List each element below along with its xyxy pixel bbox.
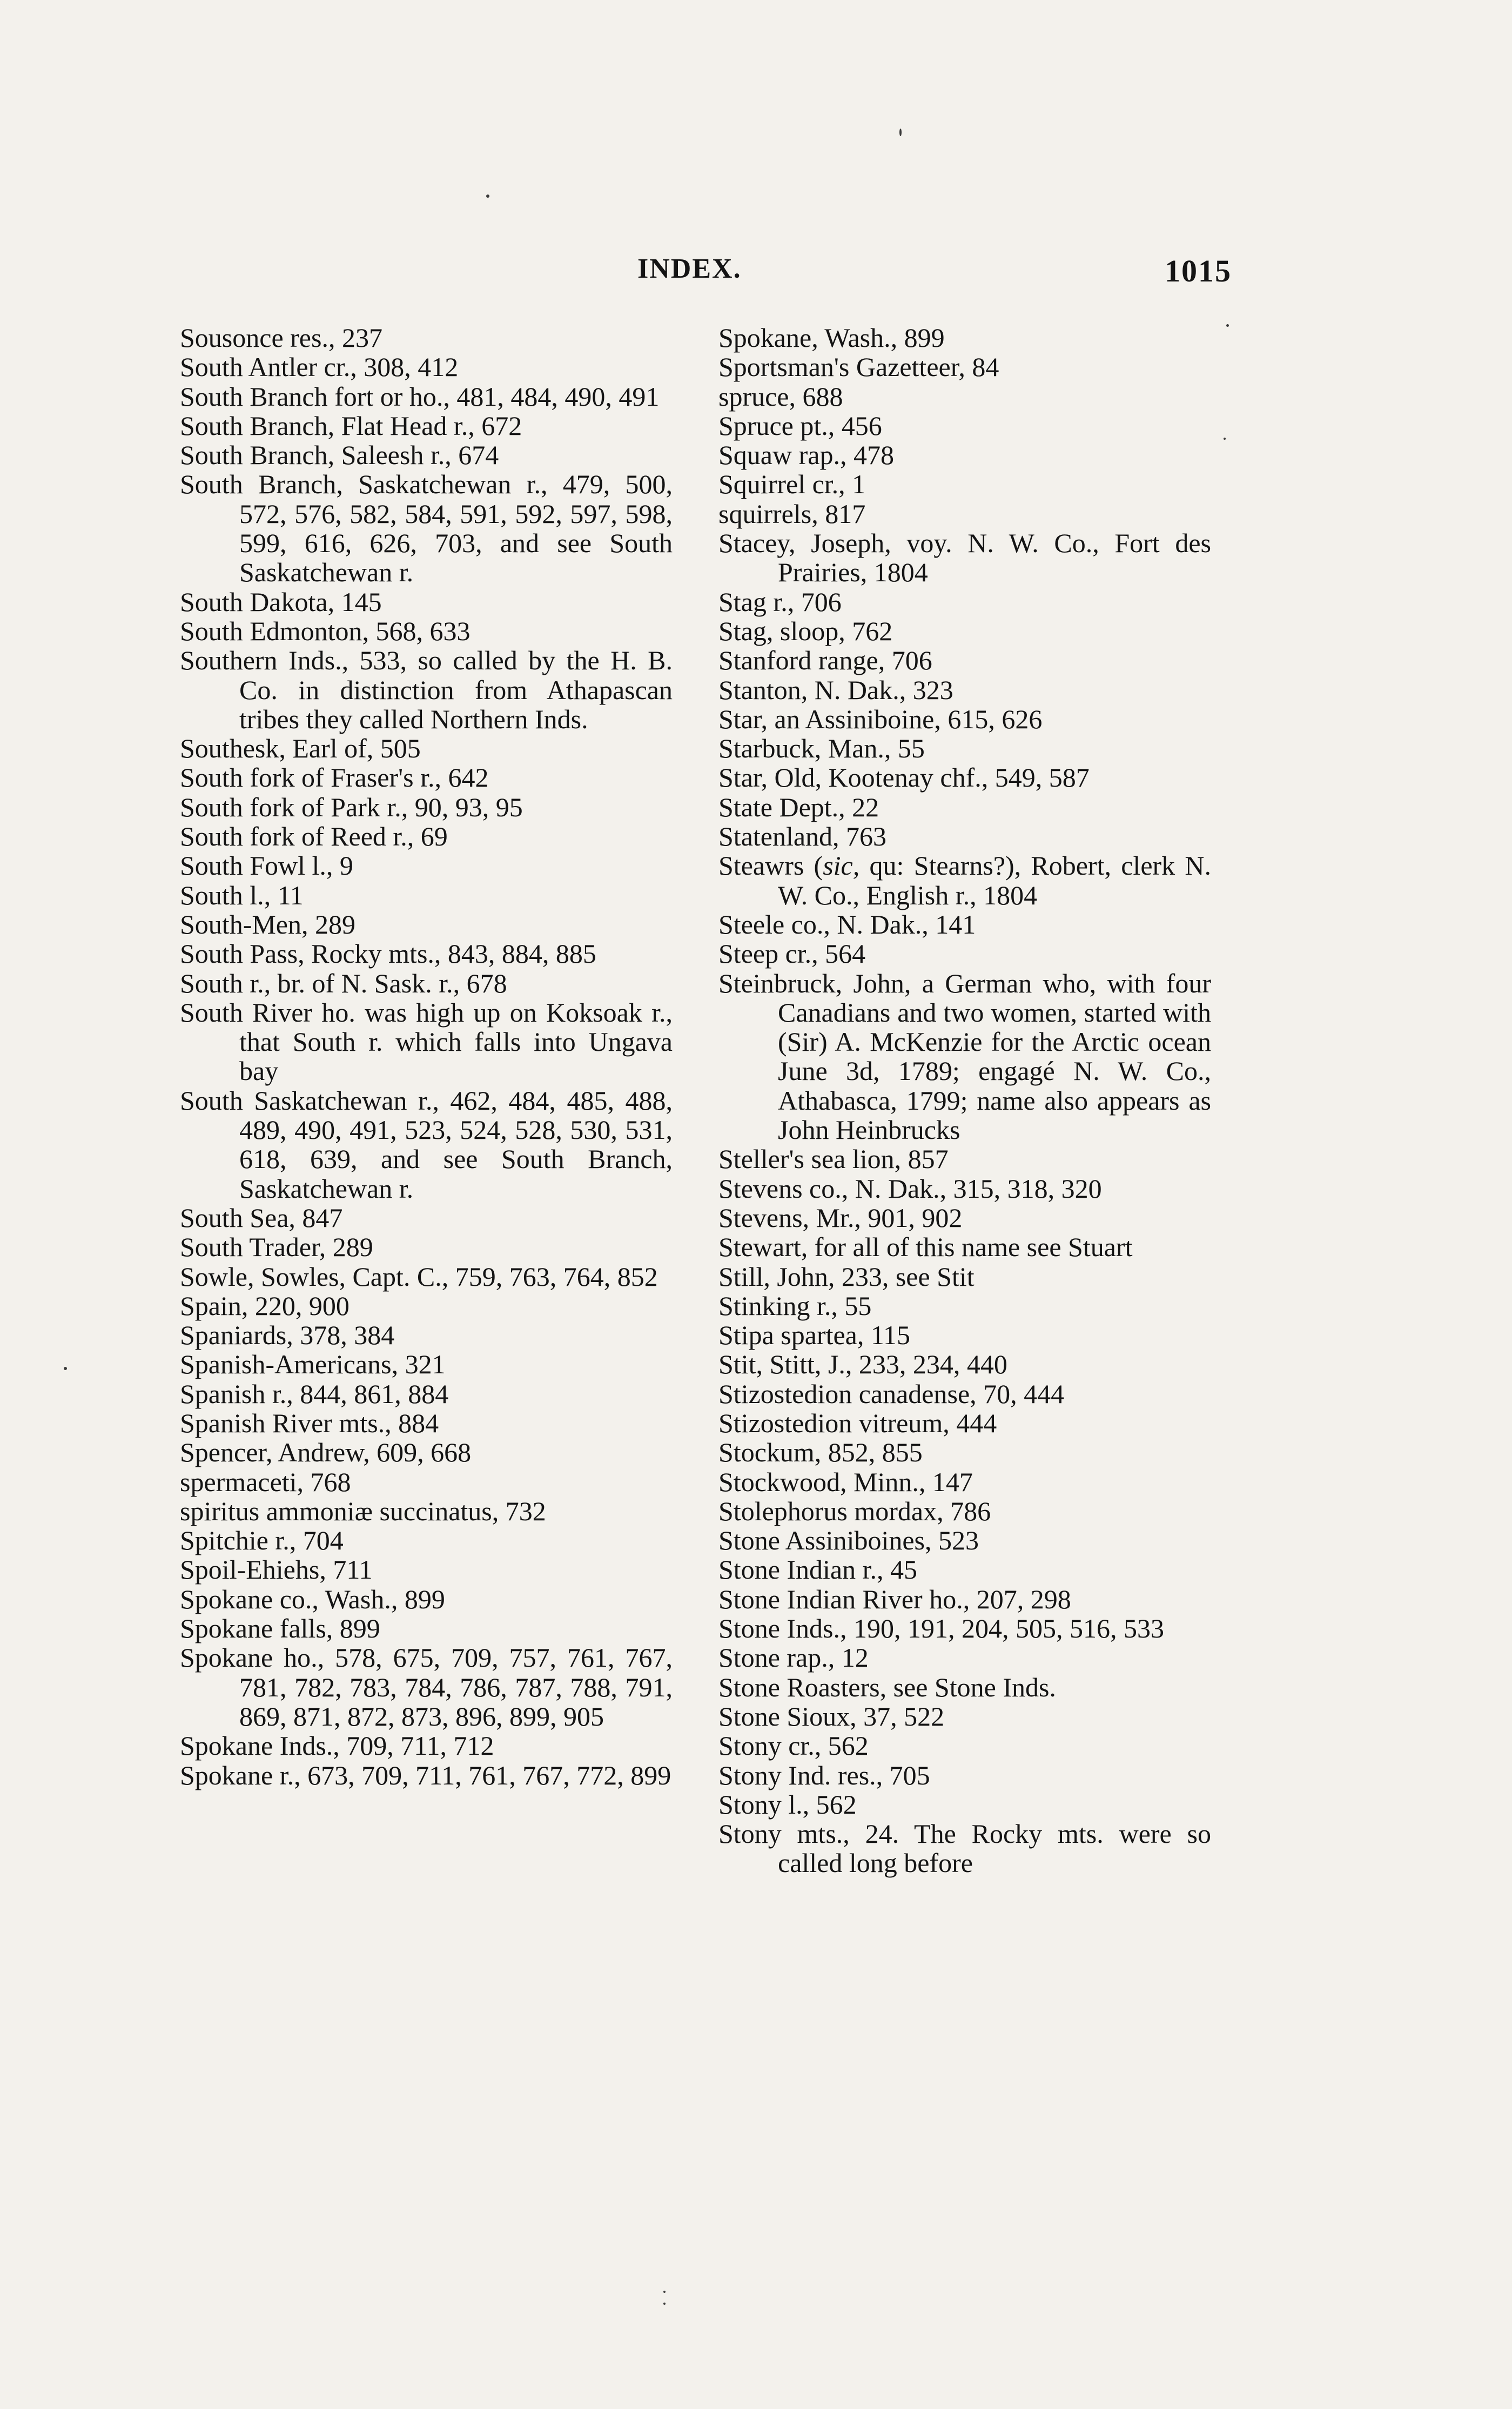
index-entry: Sportsman's Gazetteer, 84 [718, 352, 999, 383]
index-entry: Stone Indian r., 45 [718, 1554, 918, 1585]
index-entry: Steinbruck, John, a German who, with four Canadians and two women, started with (Sir) A. McKenzie for the Arctic ocean June 3d, 1789; engagé N. W. Co., Athabasca, 1799; name also appears as John Heinbrucks [718, 968, 1211, 1145]
page-number: 1015 [1165, 253, 1232, 288]
index-entry: Spitchie r., 704 [180, 1525, 344, 1556]
index-entry: Spanish r., 844, 861, 884 [180, 1378, 449, 1409]
index-entry: South River ho. was high up on Koksoak r., that South r. which falls into Ungava bay [180, 997, 673, 1086]
index-entry: Stag r., 706 [718, 586, 842, 617]
index-entry: Stolephorus mordax, 786 [718, 1495, 991, 1526]
index-entry: South Dakota, 145 [180, 586, 382, 617]
index-entry: Spruce pt., 456 [718, 410, 882, 441]
index-entry: Spanish-Americans, 321 [180, 1349, 446, 1380]
index-entry: Stacey, Joseph, voy. N. W. Co., Fort des Prairies, 1804 [718, 528, 1211, 588]
index-entry: Starbuck, Man., 55 [718, 733, 925, 764]
index-entry: Spokane co., Wash., 899 [180, 1583, 445, 1614]
index-entry: South Edmonton, 568, 633 [180, 615, 471, 646]
index-entry: Stag, sloop, 762 [718, 615, 893, 646]
index-entry: South Saskatchewan r., 462, 484, 485, 488, 489, 490, 491, 523, 524, 528, 530, 531, 618, 639, and see South Branch, Saskatchewan r. [180, 1085, 673, 1204]
index-entry: Spokane r., 673, 709, 711, 761, 767, 772, 899 [180, 1760, 671, 1790]
index-entry: South Branch, Saleesh r., 674 [180, 440, 499, 471]
index-entry: Spokane Inds., 709, 711, 712 [180, 1730, 494, 1761]
index-entry: Steele co., N. Dak., 141 [718, 909, 976, 940]
index-entry: Sousonce res., 237 [180, 323, 382, 353]
index-entry: South Fowl l., 9 [180, 850, 353, 881]
index-entry: Spoil-Ehiehs, 711 [180, 1554, 373, 1585]
index-entry: Spaniards, 378, 384 [180, 1320, 395, 1351]
index-entry: South fork of Reed r., 69 [180, 821, 448, 852]
index-entry: State Dept., 22 [718, 791, 879, 822]
index-entry: Stockum, 852, 855 [718, 1437, 923, 1468]
index-entry: Squirrel cr., 1 [718, 469, 866, 500]
index-entry: Stone Indian River ho., 207, 298 [718, 1583, 1071, 1614]
paper-speck [486, 194, 489, 198]
index-entry: South fork of Fraser's r., 642 [180, 762, 489, 793]
index-column-left [180, 323, 673, 1790]
index-entry: South Trader, 289 [180, 1232, 373, 1263]
index-entry: Stanton, N. Dak., 323 [718, 674, 953, 705]
index-entry: South Branch, Flat Head r., 672 [180, 410, 522, 441]
index-entry: South fork of Park r., 90, 93, 95 [180, 791, 523, 822]
index-entry: Stit, Stitt, J., 233, 234, 440 [718, 1349, 1007, 1380]
index-entry: Spain, 220, 900 [180, 1290, 350, 1321]
index-entry: Southern Inds., 533, so called by the H. B. Co. in distinction from Athapascan tribes they called Northern Inds. [180, 645, 673, 734]
index-entry: Stony Ind. res., 705 [718, 1760, 930, 1790]
paper-speck [663, 2291, 666, 2293]
index-entry: Southesk, Earl of, 505 [180, 733, 421, 764]
running-head-title: INDEX. [637, 253, 742, 284]
index-entry: Steep cr., 564 [718, 938, 866, 969]
index-entry: Stone Roasters, see Stone Inds. [718, 1672, 1056, 1702]
index-entry: Stevens, Mr., 901, 902 [718, 1202, 963, 1233]
index-entry: Stipa spartea, 115 [718, 1320, 911, 1351]
index-entry: Spokane, Wash., 899 [718, 323, 945, 353]
index-entry: Stevens co., N. Dak., 315, 318, 320 [718, 1173, 1102, 1204]
index-entry: Sowle, Sowles, Capt. C., 759, 763, 764, 852 [180, 1261, 658, 1292]
index-entry: South Branch fort or ho., 481, 484, 490, 491 [180, 381, 660, 412]
index-entry: Spokane ho., 578, 675, 709, 757, 761, 767, 781, 782, 783, 784, 786, 787, 788, 791, 869, 871, 872, 873, 896, 899, 905 [180, 1642, 673, 1732]
index-entry: Star, an Assiniboine, 615, 626 [718, 703, 1043, 734]
index-entry: Stizostedion canadense, 70, 444 [718, 1378, 1065, 1409]
index-entry: Stony mts., 24. The Rocky mts. were so called long before [718, 1819, 1211, 1878]
paper-speck [1226, 324, 1229, 327]
index-entry: Stanford range, 706 [718, 645, 932, 676]
paper-speck [1224, 438, 1226, 440]
index-entry: Spanish River mts., 884 [180, 1407, 439, 1438]
index-entry: South l., 11 [180, 880, 304, 910]
index-entry: Stone Inds., 190, 191, 204, 505, 516, 533 [718, 1613, 1164, 1644]
index-entry: spiritus ammoniæ succinatus, 732 [180, 1495, 546, 1526]
index-entry: Spokane falls, 899 [180, 1613, 380, 1644]
index-entry-after: qu: Stearns?), Robert, clerk N. W. Co., English r., 1804 [778, 850, 1212, 910]
index-entry: South Sea, 847 [180, 1202, 343, 1233]
index-entry: Star, Old, Kootenay chf., 549, 587 [718, 762, 1090, 793]
index-entry: South Antler cr., 308, 412 [180, 352, 459, 383]
index-entry: Stewart, for all of this name see Stuart [718, 1232, 1133, 1263]
index-entry: spruce, 688 [718, 381, 843, 412]
index-entry: Stone rap., 12 [718, 1642, 869, 1673]
index-entry: spermaceti, 768 [180, 1466, 351, 1497]
index-entry: Squaw rap., 478 [718, 440, 894, 471]
index-entry: Still, John, 233, see Stit [718, 1261, 975, 1292]
index-entry: Statenland, 763 [718, 821, 887, 852]
index-entry [718, 851, 1211, 910]
index-entry: Stone Assiniboines, 523 [718, 1525, 979, 1556]
index-entry: South Pass, Rocky mts., 843, 884, 885 [180, 938, 596, 969]
index-entry: Spencer, Andrew, 609, 668 [180, 1437, 472, 1468]
index-entry: Steller's sea lion, 857 [718, 1144, 949, 1175]
index-entry: Stone Sioux, 37, 522 [718, 1701, 945, 1732]
index-entry-italic: sic, [823, 850, 860, 881]
index-column-right [718, 323, 1211, 1878]
running-head [637, 253, 1232, 296]
paper-speck [663, 2303, 666, 2305]
paper-speck [64, 1367, 67, 1370]
paper-speck [899, 129, 902, 136]
index-entry-before: Steawrs ( [718, 850, 823, 881]
index-entry: Stony l., 562 [718, 1789, 857, 1820]
index-entry: South-Men, 289 [180, 909, 355, 940]
index-entry: South Branch, Saskatchewan r., 479, 500, 572, 576, 582, 584, 591, 592, 597, 598, 599, 616, 626, 703, and see South Saskatchewan r. [180, 469, 673, 588]
index-entry: Stinking r., 55 [718, 1290, 872, 1321]
index-entry: squirrels, 817 [718, 498, 866, 529]
index-entry: South r., br. of N. Sask. r., 678 [180, 968, 507, 998]
index-entry: Stockwood, Minn., 147 [718, 1466, 973, 1497]
index-entry: Stizostedion vitreum, 444 [718, 1407, 997, 1438]
index-entry: Stony cr., 562 [718, 1730, 869, 1761]
